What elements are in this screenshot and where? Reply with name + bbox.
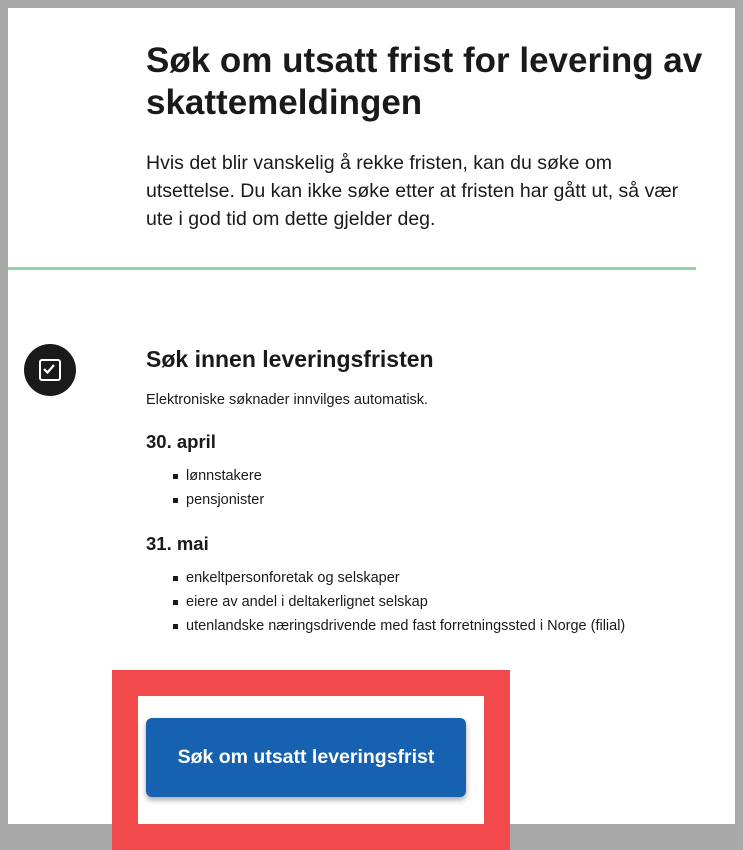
page-title: Søk om utsatt frist for levering av skattemeldingen xyxy=(146,41,703,122)
section-divider xyxy=(8,267,696,270)
list-item: enkeltpersonforetak og selskaper xyxy=(186,566,726,590)
list-item: lønnstakere xyxy=(186,464,726,488)
lead-text: Hvis det blir vanskelig å rekke fristen, kan du søke om utsettelse. Du kan ikke søke etter at fristen har gått ut, så vær ute i god tid om dette gjelder deg. xyxy=(146,152,679,230)
taxpayer-group-list xyxy=(146,566,726,638)
deadline-heading: 31. mai xyxy=(146,533,209,554)
section-description: Elektroniske søknader innvilges automatisk. xyxy=(146,392,429,408)
step-badge xyxy=(24,344,76,396)
list-item: utenlandske næringsdrivende med fast forretningssted i Norge (filial) xyxy=(186,614,726,638)
list-item: pensjonister xyxy=(186,488,726,512)
checkbox-checked-icon xyxy=(39,359,61,381)
taxpayer-group-list xyxy=(146,464,726,512)
apply-extension-button[interactable]: Søk om utsatt leveringsfrist xyxy=(146,718,466,797)
intro-section xyxy=(146,40,706,233)
section-title: Søk innen leveringsfristen xyxy=(146,346,434,372)
deadline-heading: 30. april xyxy=(146,431,216,452)
deadline-section xyxy=(146,344,726,638)
list-item: eiere av andel i deltakerlignet selskap xyxy=(186,590,726,614)
